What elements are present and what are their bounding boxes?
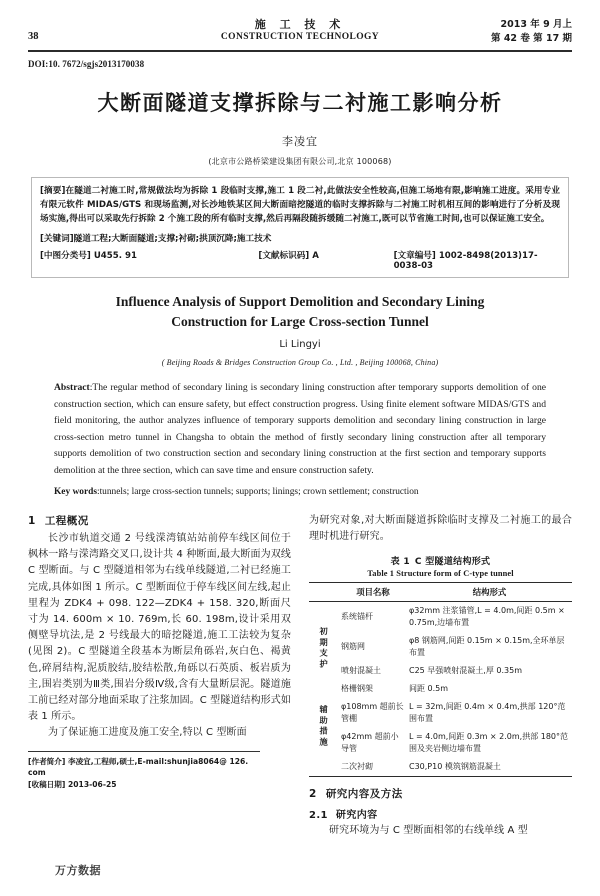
table-row bbox=[309, 728, 572, 758]
table-col-item-name: 项目名称 bbox=[339, 583, 407, 602]
doccode-value: A bbox=[312, 250, 319, 261]
author-bio-label: [作者简介] bbox=[28, 756, 66, 766]
table-header-row bbox=[309, 583, 572, 602]
table-row bbox=[309, 680, 572, 698]
section-2-1-title: 研究内容 bbox=[335, 810, 378, 822]
clc-value: U455. 91 bbox=[93, 250, 137, 261]
title-en-line2: Construction for Large Cross-section Tunnel bbox=[171, 313, 429, 329]
column-left bbox=[28, 513, 291, 840]
section-1-number: 1 bbox=[28, 515, 36, 528]
article-id-cell bbox=[394, 249, 560, 271]
abstract-label-cn: [摘要] bbox=[40, 186, 66, 197]
table-cell-name: φ42mm 超前小导管 bbox=[341, 732, 399, 754]
table-cell-value: φ8 钢筋网,间距 0.15m × 0.15m,全环单层布置 bbox=[409, 636, 565, 658]
table-group-label-empty bbox=[309, 758, 339, 777]
table-1-caption-en bbox=[309, 569, 572, 578]
table-1 bbox=[309, 582, 572, 777]
section-2-1-heading bbox=[309, 806, 572, 821]
table-row bbox=[309, 698, 572, 728]
table-1-caption-cn bbox=[309, 554, 572, 567]
table-cell-value: 间距 0.5m bbox=[409, 684, 449, 694]
table-cell-value: L = 32m,间距 0.4m × 0.4m,拱部 120°范围布置 bbox=[409, 702, 566, 724]
author-bio-line bbox=[28, 756, 260, 779]
article-id-value: 1002-8498(2013)17-0038-03 bbox=[393, 250, 538, 271]
journal-name-cn: 施 工 技 术 bbox=[254, 18, 346, 31]
abstract-text-cn: 在隧道二衬施工时,常规做法均为拆除 1 段临时支撑,施工 1 段二衬,此做法安全性较高,但施工场地有限,影响施工进度。采用专业有限元软件 MIDAS/GTS 和现场监测,对长沙地铁某区间大断面暗挖隧道的临时支撑拆除与二衬施工时机相互间的影响进行了分析及现场实施,得出可以采取先行拆除 2 个施工段的所有临时支撑,然后再隔段随拆缓随二衬施工,既可以节省施工时间,也可以保证施工安全。 bbox=[40, 186, 560, 225]
author-bio-text: 李凌宜,工程师,硕士,E-mail:shunjia8064@ 126. com bbox=[28, 756, 249, 777]
table-group-label-auxiliary-measures bbox=[309, 698, 339, 758]
table-1-label-cn: 表 1 bbox=[390, 557, 410, 568]
page-title-en bbox=[42, 292, 558, 331]
table-row bbox=[309, 632, 572, 662]
section-1-title: 工程概况 bbox=[44, 515, 89, 528]
keywords-label-en: Key words bbox=[54, 487, 97, 498]
doccode-cell bbox=[258, 249, 393, 271]
section-1-paragraph-1: 长沙市轨道交通 2 号线溁湾镇站站前停车线区间位于枫林一路与溁湾路交叉口,设计共 4 种断面,最大断面为双线 C 型断面。与 C 型隧道相邻为右线单线隧道,二衬已经施工完成,具体如图 1 所示。C 型断面位于停车线区间左线,起止里程为 ZDK4 + 098. 122—ZDK4 + 158. 320,断面尺寸为 14. 600m × 10. 769m,长 60. 198m,设计采用双侧壁导坑法,是 2 号线最大的暗挖隧道,施工工法较为复杂(见图 2)。C 型隧道全段基本为断层角砾岩,灰白色、褐黄色,碎屑结构,泥质胶结,胶结松散,角砾以石英质、板岩质为主,围岩类别为Ⅲ类,围岩分级Ⅳ级,含有大量断层泥。隧道施工前已经对部分地面采取了注浆加固。C 型隧道结构形式如表 1 所示。 bbox=[28, 533, 291, 723]
table-group-label-primary-support bbox=[309, 602, 339, 699]
classification-row bbox=[40, 249, 560, 271]
table-1-label-en: Table 1 bbox=[367, 569, 395, 579]
keywords-line-en bbox=[54, 487, 546, 497]
received-date-label: [收稿日期] bbox=[28, 780, 66, 790]
abstract-box-cn bbox=[31, 177, 569, 278]
article-id-label: [文章编号] bbox=[393, 250, 436, 261]
table-cell-name: 二次衬砌 bbox=[339, 758, 407, 777]
issue-info bbox=[491, 18, 572, 46]
running-head bbox=[28, 0, 572, 48]
wanfang-watermark: 万方数据 bbox=[55, 864, 101, 877]
abstract-text-en: :The regular method of secondary lining is secondary lining construction after temporary supports demolition of one construction section, which can ensure safety, but effect construction progress. Using finite element software MIDAS/GTS and field monitoring, the author analyzes influence of temporary supports demolition and secondary lining construction in large cross-section metro tunnel in Changsha to obtain the method of firstly secondary lining construction after all temporary supports demolition of two construction section and secondary lining construction at the first section and temporary supports demolition at the three section, which can save time and ensure construction safety. bbox=[54, 382, 546, 476]
received-date-value: 2013-06-25 bbox=[67, 780, 117, 790]
table-col-group bbox=[309, 583, 339, 602]
page-number: 38 bbox=[28, 31, 39, 42]
table-cell-name: 钢筋网 bbox=[341, 642, 365, 652]
table-1-head bbox=[309, 583, 572, 602]
header-divider bbox=[28, 50, 572, 52]
table-1-title-en: Structure form of C-type tunnel bbox=[396, 569, 514, 579]
clc-cell bbox=[40, 249, 258, 271]
column-right bbox=[309, 513, 572, 840]
section-1-heading bbox=[28, 513, 291, 528]
table-cell-value: C25 早强喷射混凝土,厚 0.35m bbox=[409, 666, 522, 676]
issue-date: 2013 年 9 月上 bbox=[500, 19, 572, 30]
keywords-text-cn: 隧道工程;大断面隧道;支撑;衬砌;拱顶沉降;施工技术 bbox=[73, 233, 272, 244]
table-1-title-cn: C 型隧道结构形式 bbox=[414, 557, 491, 568]
table-cell-value: C30,P10 模筑钢筋混凝土 bbox=[407, 758, 572, 777]
table-row bbox=[309, 662, 572, 680]
table-1-block bbox=[309, 554, 572, 777]
table-cell-name: 格栅钢架 bbox=[341, 684, 373, 694]
abstract-paragraph-en bbox=[54, 380, 546, 479]
doccode-label: [文献标识码] bbox=[258, 250, 310, 261]
clc-label: [中图分类号] bbox=[40, 250, 91, 261]
footnote-block bbox=[28, 751, 260, 791]
section-2-title: 研究内容及方法 bbox=[325, 788, 403, 801]
section-1-paragraph-2: 为了保证施工进度及施工安全,特以 C 型断面 bbox=[48, 727, 247, 739]
table-cell-name: 系统锚杆 bbox=[341, 612, 373, 622]
section-1-paragraph-2-continued: 为研究对象,对大断面隧道拆除临时支撑及二衬施工的最合理时机进行研究。 bbox=[309, 515, 572, 543]
table-cell-name: φ108mm 超前长管棚 bbox=[341, 702, 404, 724]
group-label-text: 初期支护 bbox=[319, 627, 330, 671]
section-2-1-paragraph: 研究环境为与 C 型断面相邻的右线单线 A 型 bbox=[329, 825, 528, 837]
keywords-line-cn bbox=[40, 232, 560, 244]
received-date-line bbox=[28, 779, 260, 790]
table-1-body bbox=[309, 602, 572, 777]
table-cell-value: φ32mm 注浆锚管,L = 4.0m,间距 0.5m × 0.75m,边墙布置 bbox=[409, 606, 565, 628]
doi-line: DOI:10. 7672/sgjs2013170038 bbox=[28, 59, 145, 69]
table-row bbox=[309, 758, 572, 777]
group-label-text: 辅助措施 bbox=[319, 705, 330, 749]
affiliation-cn: (北京市公路桥梁建设集团有限公司,北京 100068) bbox=[208, 157, 392, 167]
table-cell-name: 喷射混凝土 bbox=[341, 666, 381, 676]
keywords-text-en: :tunnels; large cross-section tunnels; supports; linings; crown settlement; construction bbox=[96, 487, 419, 498]
page-title: 大断面隧道支撑拆除与二衬施工影响分析 bbox=[97, 91, 503, 115]
section-2-heading bbox=[309, 786, 572, 801]
keywords-label-cn: [关键词] bbox=[40, 233, 74, 244]
table-col-structure-form: 结构形式 bbox=[407, 583, 572, 602]
table-cell-value: L = 4.0m,间距 0.3m × 2.0m,拱部 180°范围及夹岩侧边墙布置 bbox=[409, 732, 569, 754]
journal-name-en: CONSTRUCTION TECHNOLOGY bbox=[220, 31, 380, 42]
abstract-label-en: Abstract bbox=[54, 382, 90, 394]
author-en: Li Lingyi bbox=[279, 339, 321, 351]
author-cn: 李凌宜 bbox=[282, 135, 318, 149]
title-en-line1: Influence Analysis of Support Demolition and Secondary Lining bbox=[115, 293, 485, 309]
affiliation-en: ( Beijing Roads & Bridges Construction Group Co. , Ltd. , Beijing 100068, China) bbox=[161, 358, 439, 368]
section-2-number: 2 bbox=[309, 788, 317, 801]
section-2-1-number: 2.1 bbox=[309, 810, 328, 822]
volume-issue: 第 42 卷 第 17 期 bbox=[491, 32, 572, 44]
table-row bbox=[309, 602, 572, 633]
abstract-paragraph-cn bbox=[40, 185, 560, 227]
body-columns bbox=[28, 513, 572, 840]
